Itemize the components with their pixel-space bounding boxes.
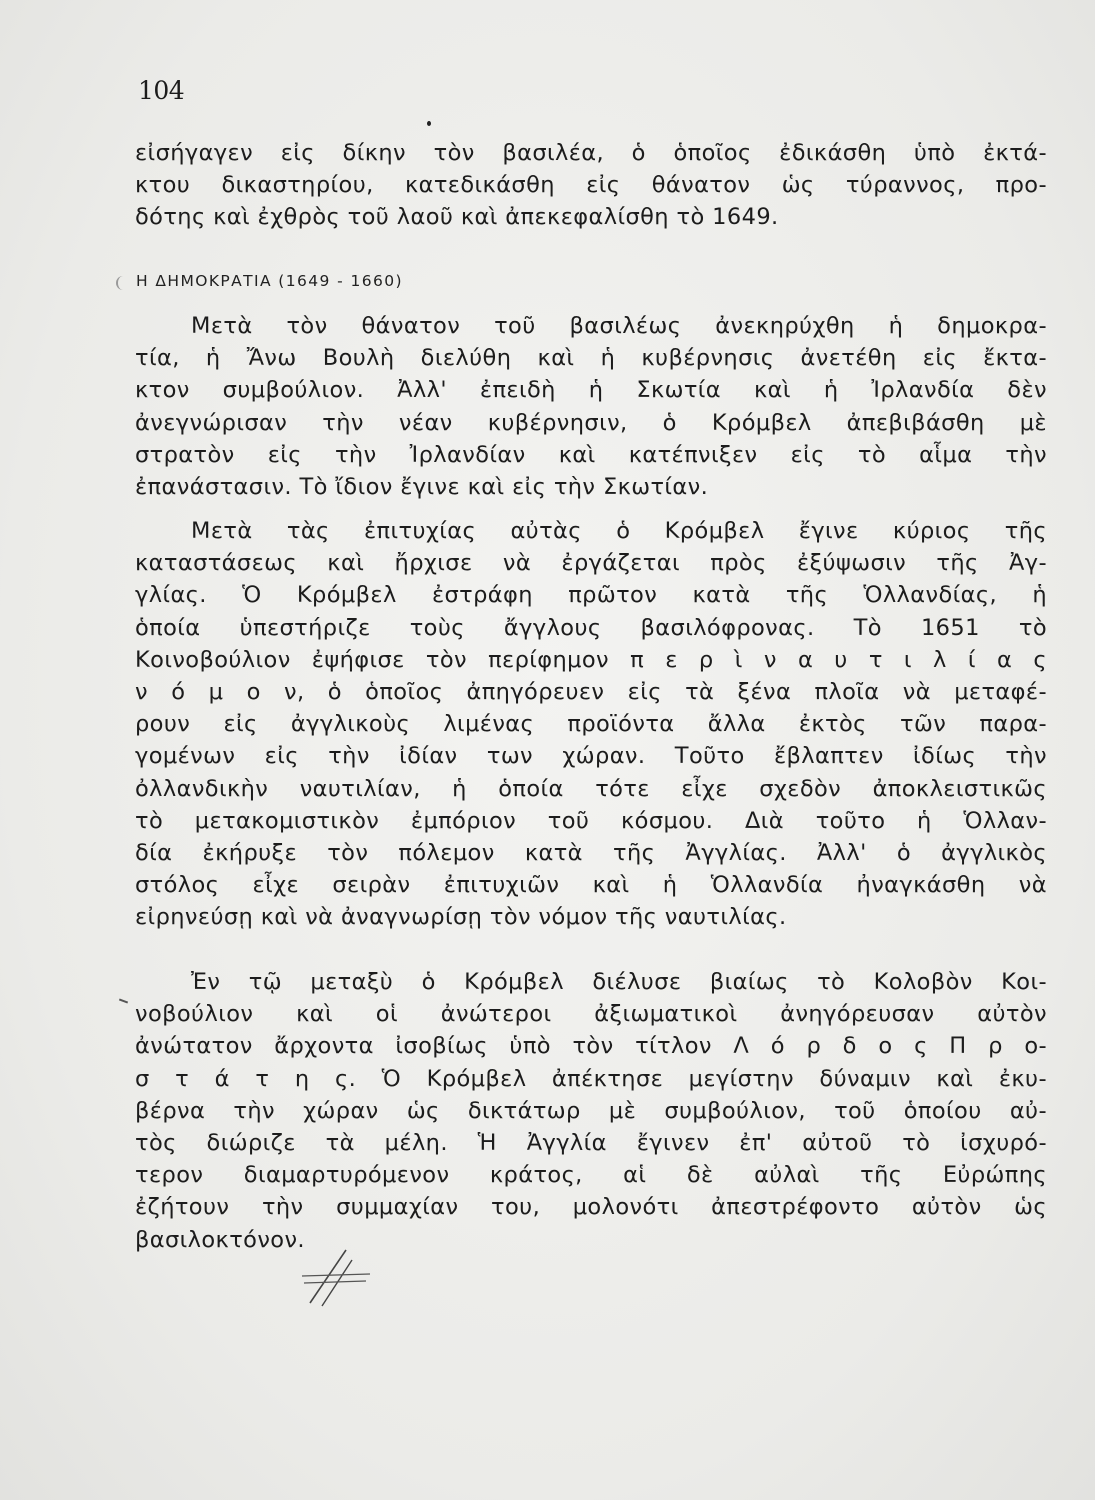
section-heading: Η ΔΗΜΟΚΡΑΤΙΑ (1649 - 1660): [136, 272, 403, 290]
text-line: ἐζήτουν τὴν συμμαχίαν του, μολονότι ἀπεστρέφοντο αὐτὸν ὡς: [135, 1194, 1047, 1221]
text-line: γλίας. Ὁ Κρόμβελ ἐστράφη πρῶτον κατὰ τῆς Ὁλλανδίας, ἡ: [135, 582, 1047, 609]
text-line: κτον συμβούλιον. Ἀλλ' ἐπειδὴ ἡ Σκωτία καὶ ἡ Ἰρλανδία δὲν: [135, 377, 1047, 404]
text-line: Κοινοβούλιον ἐψήφισε τὸν περίφημον π ε ρ ὶ ν α υ τ ι λ ί α ς: [135, 646, 1047, 673]
text-line: ἀνώτατον ἄρχοντα ἰσοβίως ὑπὸ τὸν τίτλον Λ ό ρ δ ο ς Π ρ ο-: [135, 1033, 1047, 1060]
text-line: ὁποία ὑπεστήριζε τοὺς ἄγγλους βασιλόφρονας. Τὸ 1651 τὸ: [135, 614, 1047, 641]
text-line: εἰσήγαγεν εἰς δίκην τὸν βασιλέα, ὁ ὁποῖος ἐδικάσθη ὑπὸ ἐκτά-: [135, 140, 1047, 166]
text-line: Μετὰ τὸν θάνατον τοῦ βασιλέως ἀνεκηρύχθη ἡ δημοκρα-: [191, 313, 1047, 339]
text-line: βασιλοκτόνον.: [135, 1226, 305, 1253]
text-line: νοβούλιον καὶ οἱ ἀνώτεροι ἀξιωματικοὶ ἀνηγόρευσαν αὐτὸν: [135, 1001, 1047, 1028]
text-line: βέρνα τὴν χώραν ὡς δικτάτωρ μὲ συμβούλιον, τοῦ ὁποίου αὐ-: [135, 1097, 1047, 1124]
text-line: Ἐν τῷ μεταξὺ ὁ Κρόμβελ διέλυσε βιαίως τὸ Κολοβὸν Κοι-: [191, 969, 1047, 995]
text-line: ἐπανάστασιν. Τὸ ἴδιον ἔγινε καὶ εἰς τὴν Σκωτίαν.: [135, 473, 709, 500]
text-line: σ τ ά τ η ς. Ὁ Κρόμβελ ἀπέκτησε μεγίστην δύναμιν καὶ ἐκυ-: [135, 1065, 1047, 1092]
text-line: τὸς διώριζε τὰ μέλη. Ἡ Ἀγγλία ἔγινεν ἐπ' αὐτοῦ τὸ ἰσχυρό-: [135, 1129, 1047, 1156]
margin-mark: [119, 999, 128, 1004]
paragraph-1: [135, 310, 1047, 503]
page-number: 104: [138, 76, 185, 105]
margin-mark: [116, 276, 128, 290]
text-line: ἀνεγνώρισαν τὴν νέαν κυβέρνησιν, ὁ Κρόμβελ ἀπεβιβάσθη μὲ: [135, 409, 1047, 436]
text-line: δία ἐκήρυξε τὸν πόλεμον κατὰ τῆς Ἀγγλίας. Ἀλλ' ὁ ἀγγλικὸς: [135, 839, 1047, 866]
text-line: γομένων εἰς τὴν ἰδίαν των χώραν. Τοῦτο ἔβλαπτεν ἰδίως τὴν: [135, 743, 1047, 770]
intro-paragraph: [135, 137, 1047, 234]
text-line: τερον διαμαρτυρόμενον κράτος, αἱ δὲ αὐλαὶ τῆς Εὐρώπης: [135, 1162, 1047, 1189]
text-line: ν ό μ ο ν, ὁ ὁποῖος ἀπηγόρευεν εἰς τὰ ξένα πλοῖα νὰ μεταφέ-: [135, 678, 1047, 705]
end-of-text-mark: [300, 1248, 380, 1308]
text-line: ὀλλανδικὴν ναυτιλίαν, ἡ ὁποία τότε εἶχε σχεδὸν ἀποκλειστικῶς: [135, 775, 1047, 802]
paragraph-2: [135, 515, 1047, 933]
paragraph-3: [135, 966, 1047, 1256]
text-line: τία, ἡ Ἄνω Βουλὴ διελύθη καὶ ἡ κυβέρνησις ἀνετέθη εἰς ἔκτα-: [135, 345, 1047, 372]
text-line: στόλος εἶχε σειρὰν ἐπιτυχιῶν καὶ ἡ Ὁλλανδία ἠναγκάσθη νὰ: [135, 872, 1047, 899]
text-line: δότης καὶ ἐχθρὸς τοῦ λαοῦ καὶ ἀπεκεφαλίσθη τὸ 1649.: [135, 204, 779, 231]
text-line: κτου δικαστηρίου, κατεδικάσθη εἰς θάνατον ὡς τύραννος, προ-: [135, 172, 1047, 199]
text-line: καταστάσεως καὶ ἤρχισε νὰ ἐργάζεται πρὸς ἐξύψωσιν τῆς Ἀγ-: [135, 550, 1047, 577]
text-line: στρατὸν εἰς τὴν Ἰρλανδίαν καὶ κατέπνιξεν εἰς τὸ αἷμα τὴν: [135, 441, 1047, 468]
text-line: τὸ μετακομιστικὸν ἐμπόριον τοῦ κόσμου. Διὰ τοῦτο ἡ Ὁλλαν-: [135, 807, 1047, 834]
ink-speck: [427, 121, 431, 126]
text-line: Μετὰ τὰς ἐπιτυχίας αὐτὰς ὁ Κρόμβελ ἔγινε κύριος τῆς: [191, 518, 1047, 544]
text-line: εἰρηνεύσῃ καὶ νὰ ἀναγνωρίσῃ τὸν νόμον τῆς ναυτιλίας.: [135, 904, 787, 931]
text-line: ρουν εἰς ἀγγλικοὺς λιμένας προϊόντα ἄλλα ἐκτὸς τῶν παρα-: [135, 711, 1047, 738]
